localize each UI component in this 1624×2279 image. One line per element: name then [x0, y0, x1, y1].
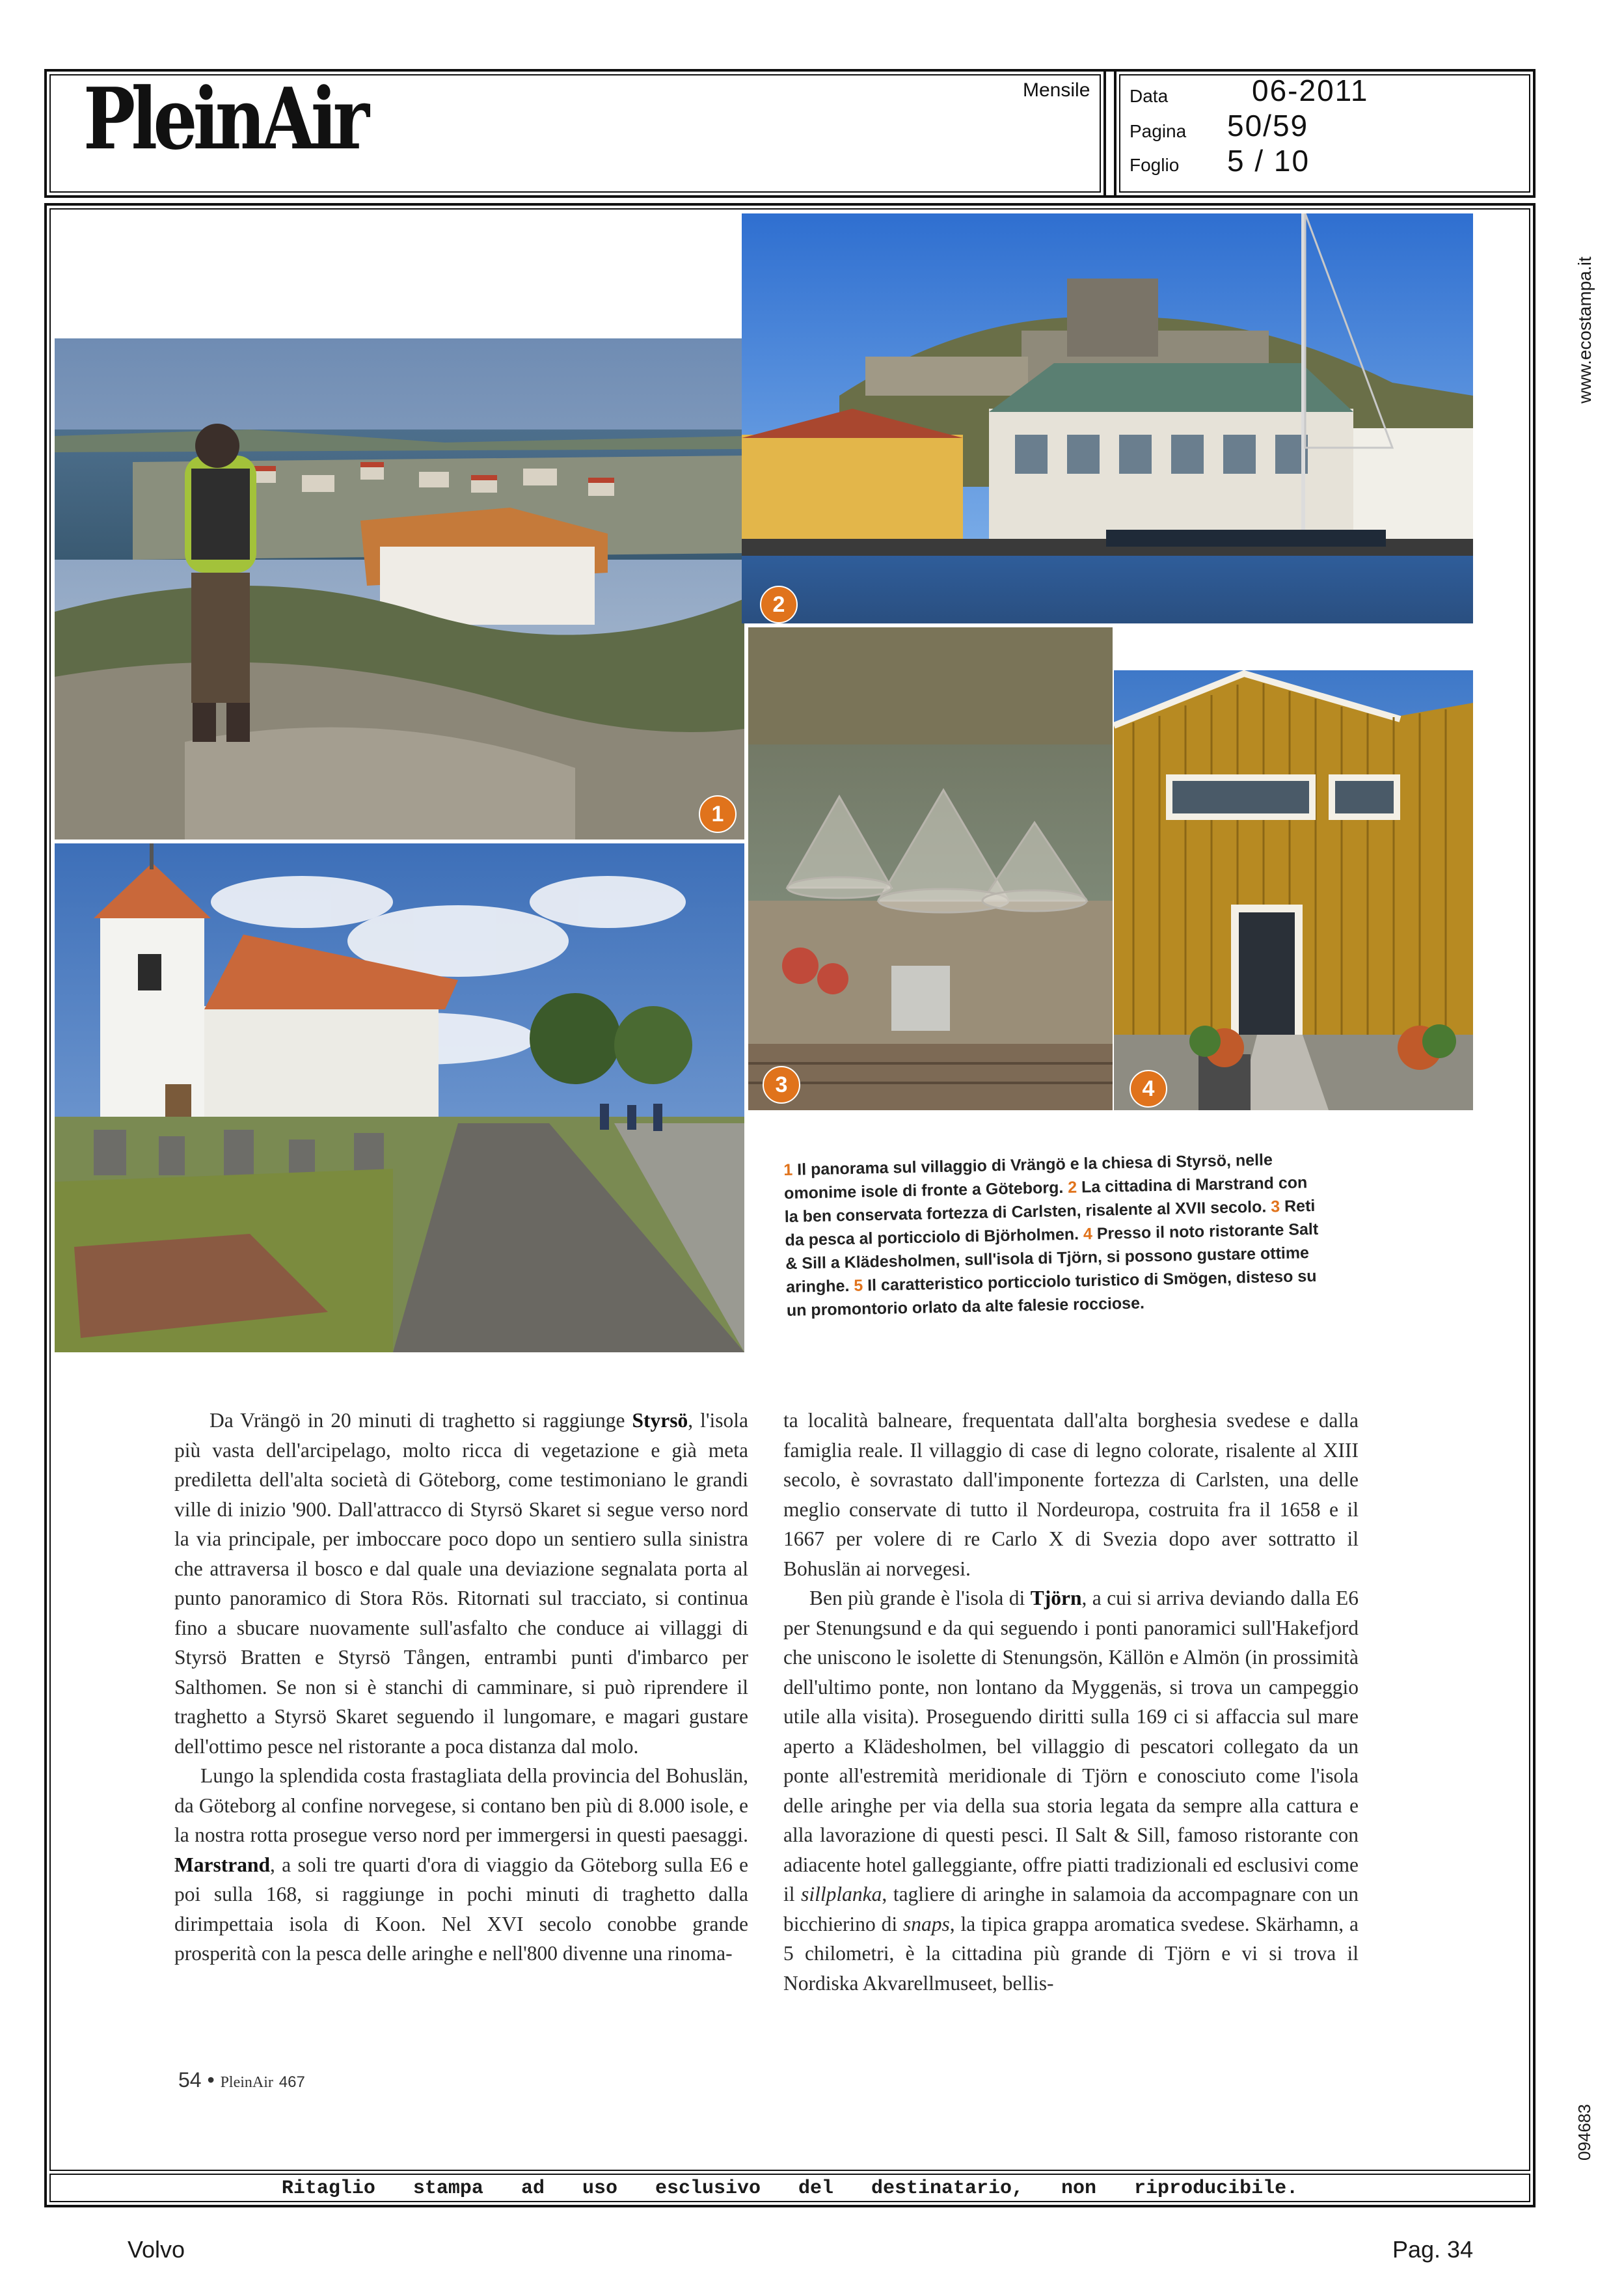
foglio-label: Foglio: [1130, 155, 1180, 175]
term-sillplanka: sillplanka: [801, 1883, 882, 1905]
caption-number-4: 4: [1083, 1225, 1093, 1244]
caption-text-3: Reti da pesca al porticciolo di Björholmen.: [785, 1196, 1316, 1249]
caption-number-5: 5: [854, 1276, 863, 1295]
photo-badge-4: 4: [1130, 1070, 1167, 1108]
foglio-value: 5 / 10: [1227, 144, 1310, 178]
caption-text-4: Presso il noto ristorante Salt & Sill a Klädesholmen, sull'isola di Tjörn, si possono gustare ottime aringhe.: [785, 1220, 1319, 1296]
caption-number-1: 1: [783, 1160, 793, 1179]
photo-marstrand: [742, 213, 1473, 623]
article-paragraph: ta località balneare, frequentata dall'alta borghesia svedese e dalla famiglia reale. Il villaggio di case di legno colorate, risalente al XIII secolo, è sovrastato dall'imponente fortezza di Carlsten, una delle meglio conservate di tutto il Nordeuropa, costruita fra il 1658 e il 1667 per volere di re Carlo X di Svezia dopo aver sottratto il Bohuslän ai norvegesi.: [783, 1409, 1359, 1580]
place-styrso: Styrsö: [632, 1409, 688, 1432]
photo-badge-3: 3: [763, 1066, 800, 1104]
side-code: 094683: [1575, 2104, 1594, 2161]
frequency-label: Mensile: [1023, 79, 1090, 101]
magazine-logo: PleinAir: [83, 69, 366, 169]
caption-number-3: 3: [1270, 1197, 1280, 1216]
article-paragraph: Da Vrängö in 20 minuti di traghetto si raggiunge Styrsö, l'isola più vasta dell'arcipelago, molto ricca di vegetazione e già meta prediletta dell'alta società di Göteborg, come testimoniano le grandi ville di inizio '900. Dall'attracco di Styrsö Skaret si segue verso nord la via principale, per imboccare poco dopo un sentiero sulla sinistra che attraversa il bosco e dal quale una deviazione segnalata porta al punto panoramico di Stora Rös. Ritornati sul tracciato, si continua fino a sbucare nuovamente sull'asfalto che conduce ai villaggi di Styrsö Bratten e Styrsö Tången, entrambi punti d'imbarco per Salthomen. Se non si è stanchi di camminare, si può riprendere il traghetto a Styrsö Skaret seguendo il lungomare, e magari gustare dell'ottimo pesce nel ristorante a poca distanza dal molo.: [174, 1409, 749, 1758]
client-name: Volvo: [128, 2236, 185, 2263]
caption-text-5: Il caratteristico porticciolo turistico di Smögen, disteso su un promontorio orlato da alte falesie rocciose.: [786, 1266, 1317, 1320]
caption-text-1: Il panorama sul villaggio di Vrängö e la chiesa di Styrsö, nelle omonime isole di fronte a Göteborg.: [783, 1151, 1273, 1203]
term-snaps: snaps: [903, 1912, 950, 1935]
photo-caption: [783, 1147, 1320, 1322]
photo-fishing-nets: [748, 627, 1113, 1110]
photo-vrango-panorama: [55, 338, 744, 839]
article-paragraph: Lungo la splendida costa frastagliata della provincia del Bohuslän, da Göteborg al confine norvegese, si contano ben più di 8.000 isole, e la nostra rotta prosegue verso nord per immergersi in questi paesaggi. Marstrand, a soli tre quarti d'ora di viaggio da Göteborg sulla E6 e poi sulla 168, si raggiunge in pochi minuti di traghetto dalla dirimpettaia isola di Koon. Nel XVI secolo conobbe grande prosperità con la pesca delle aringhe e nell'800 divenne una rinoma-: [174, 1764, 748, 1965]
photo-badge-2: 2: [760, 586, 798, 623]
document-page: Pag. 34: [1392, 2236, 1474, 2263]
place-marstrand: Marstrand: [174, 1853, 270, 1876]
pagina-value: 50/59: [1227, 109, 1309, 143]
article-paragraph: Ben più grande è l'isola di Tjörn, a cui si arriva deviando dalla E6 per Stenungsund e da qui seguendo i ponti panoramici sull'Hakefjord che uniscono le isolette di Stenungsön, Källön e Almön (in prossimità dell'ultimo ponte, non lontano da Myggenäs, si trova un campeggio utile alla visita). Proseguendo diritti sulla 169 ci si affaccia sul mare aperto a Klädesholmen, bel villaggio di pescatori collegato da un ponte all'estremità meridionale di Tjörn e conosciuto come l'isola delle aringhe per via della sua storia legata da sempre alla cattura e alla lavorazione di questi pesci. Il Salt & Sill, famoso ristorante con adiacente hotel galleggiante, offre piatti tradizionali ed esclusivi come il sillplanka, tagliere di aringhe in salamoia da accompagnare con un bicchierino di snaps, la tipica grappa aromatica svedese. Skärhamn, a 5 chilometri, è la cittadina più grande di Tjörn e vi si trova il Nordiska Akvarellmuseet, bellis-: [783, 1587, 1359, 1995]
page-number: 54 • PleinAir 467: [178, 2068, 305, 2092]
side-url: www.ecostampa.it: [1575, 256, 1595, 403]
photo-salt-sill: [1114, 670, 1473, 1110]
data-label: Data: [1130, 86, 1169, 106]
caption-number-2: 2: [1067, 1178, 1077, 1197]
article-column-left: [174, 1406, 748, 1969]
photo-styrso-church: [55, 843, 744, 1352]
photo-badge-1: 1: [699, 795, 737, 833]
data-value: 06-2011: [1252, 74, 1369, 107]
pagina-label: Pagina: [1130, 121, 1187, 141]
article-column-right: [783, 1406, 1359, 1998]
place-tjorn: Tjörn: [1030, 1587, 1082, 1609]
copyright-notice: Ritaglio stampa ad uso esclusivo del destinatario, non riproducibile.: [281, 2177, 1299, 2200]
caption-text-2: La cittadina di Marstrand con la ben conservata fortezza di Carlsten, risalente al XVII secolo.: [784, 1173, 1308, 1226]
